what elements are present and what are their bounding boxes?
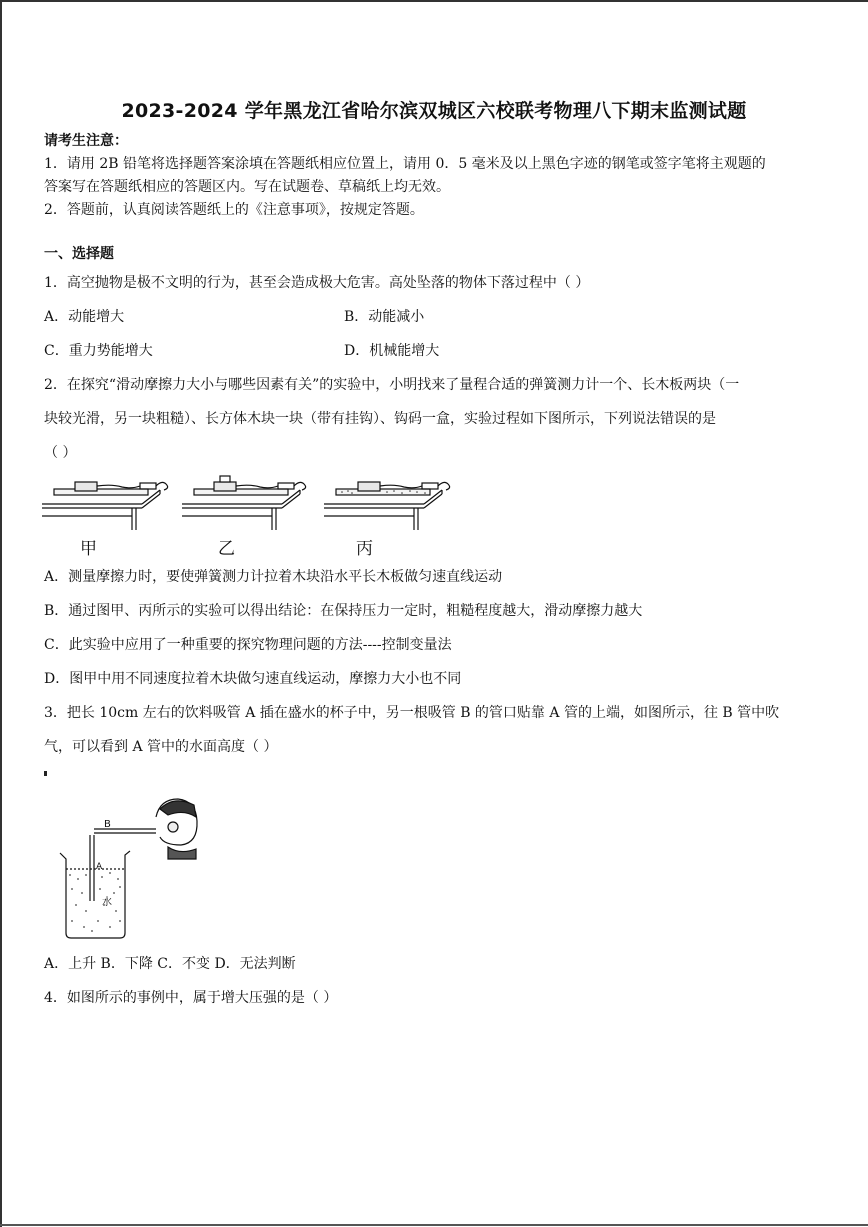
notice-line-3: 2．答题前，认真阅读答题纸上的《注意事项》，按规定答题。	[44, 202, 424, 218]
q4-stem: 4．如图所示的事例中，属于增大压强的是（ ）	[44, 990, 338, 1006]
q1-option-d: D．机械能增大	[344, 343, 440, 359]
caption-yi: 乙	[218, 539, 235, 559]
page-border-left	[0, 0, 2, 1227]
q1-option-a: A．动能增大	[44, 309, 125, 325]
q2-stem-line-2: 块较光滑，另一块粗糙）、长方体木块一块（带有挂钩）、钩码一盒，实验过程如下图所示，下列说法错误的是	[44, 411, 716, 427]
q2-option-c: C．此实验中应用了一种重要的探究物理问题的方法----控制变量法	[44, 637, 452, 653]
q3-stem-line-1: 3．把长 10cm 左右的饮料吸管 A 插在盛水的杯子中，另一根吸管 B 的管口贴靠 A 管的上端，如图所示，往 B 管中吹	[44, 705, 780, 721]
straw-beaker-figure	[56, 793, 204, 943]
notice-line-1: 1．请用 2B 铅笔将选择题答案涂填在答题纸相应位置上，请用 0．5 毫米及以上黑色字迹的钢笔或签字笔将主观题的	[44, 156, 766, 172]
notice-heading: 请考生注意：	[44, 133, 128, 149]
beaker-outline	[60, 851, 130, 938]
q1-option-b: B．动能减小	[344, 309, 425, 325]
label-water: 水	[102, 897, 112, 908]
q3-options: A．上升 B．下降 C．不变 D．无法判断	[44, 956, 296, 972]
q2-option-a: A．测量摩擦力时，要使弹簧测力计拉着木块沿水平长木板做匀速直线运动	[44, 569, 503, 585]
caption-bing: 丙	[356, 539, 373, 559]
q1-stem: 1．高空抛物是极不文明的行为，甚至会造成极大危害。高处坠落的物体下落过程中（ ）	[44, 275, 590, 291]
table-jia-illustration	[42, 482, 168, 530]
page-border-bottom	[0, 1224, 868, 1226]
caption-jia: 甲	[80, 539, 97, 559]
q3-stem-line-2: 气，可以看到 A 管中的水面高度（ ）	[44, 739, 278, 755]
label-b: B	[104, 819, 111, 830]
stray-mark	[44, 771, 47, 776]
label-a: A	[96, 862, 103, 872]
section-heading: 一、选择题	[44, 246, 114, 262]
q2-option-b: B．通过图甲、丙所示的实验可以得出结论：在保持压力一定时，粗糙程度越大，滑动摩擦力越大	[44, 603, 643, 619]
friction-experiment-figure	[42, 474, 472, 536]
page-border-top	[0, 0, 868, 2]
q1-option-c: C．重力势能增大	[44, 343, 153, 359]
q2-stem-line-3: （ ）	[44, 445, 77, 461]
q2-stem-line-1: 2．在探究“滑动摩擦力大小与哪些因素有关”的实验中，小明找来了量程合适的弹簧测力计一个、长木板两块（一	[44, 377, 740, 393]
table-bing-illustration	[324, 482, 450, 530]
q2-option-d: D．图甲中用不同速度拉着木块做匀速直线运动，摩擦力大小也不同	[44, 671, 462, 687]
table-yi-illustration	[182, 476, 306, 530]
page-title: 2023-2024 学年黑龙江省哈尔滨双城区六校联考物理八下期末监测试题	[121, 100, 747, 122]
notice-line-2: 答案写在答题纸相应的答题区内。写在试题卷、草稿纸上均无效。	[44, 179, 450, 195]
